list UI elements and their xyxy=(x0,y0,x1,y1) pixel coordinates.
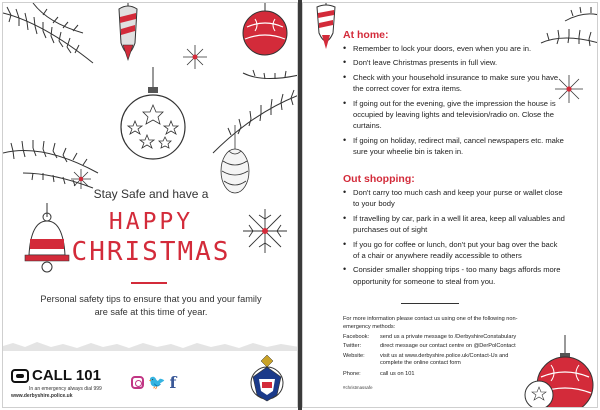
out-shopping-heading: Out shopping: xyxy=(343,173,415,185)
leaflet-front-page xyxy=(2,2,298,408)
phone-icon xyxy=(11,369,29,383)
list-item: • Consider smaller shopping trips - too many bags affords more opportunity for someone to steal from you. xyxy=(343,264,565,287)
snowflake-small xyxy=(183,45,207,69)
front-footer xyxy=(3,349,298,408)
headline-stay-safe: Stay Safe and have a xyxy=(93,187,209,201)
contact-value[interactable]: direct message our contact centre on @DerPolContact xyxy=(380,343,516,349)
twitter-icon[interactable]: 🐦 xyxy=(148,374,166,390)
call-101 xyxy=(11,367,101,384)
contact-label: Phone: xyxy=(343,371,361,377)
instagram-icon[interactable] xyxy=(131,376,144,389)
pine-branch-right xyxy=(213,70,298,153)
contact-label: Website: xyxy=(343,353,365,359)
list-item: • If going out for the evening, give the impression the house is occupied by leaving lights and television/radio on. Close the curtains. xyxy=(343,98,565,132)
leaflet-tips-page xyxy=(302,2,598,408)
contact-label: Twitter: xyxy=(343,343,362,349)
list-item: • If going on holiday, redirect mail, cancel newspapers etc. make sure your wheelie bin is taken in. xyxy=(343,135,565,158)
headline-christmas: CHRISTMAS xyxy=(71,237,231,267)
pine-cone xyxy=(221,125,249,193)
list-item: • Remember to lock your doors, even when you are in. xyxy=(343,43,565,54)
headline-happy: HAPPY xyxy=(108,209,194,235)
pine-branch-mid-left xyxy=(3,140,98,188)
drop-ornament-top-left xyxy=(317,3,335,49)
contact-row-website xyxy=(343,353,530,367)
at-home-heading: At home: xyxy=(343,29,389,41)
star-bauble xyxy=(121,67,185,159)
section-divider xyxy=(401,303,459,304)
contact-intro: For more information please contact us using one of the following non-emergency methods: xyxy=(343,316,518,330)
snowflake-mid xyxy=(71,169,91,189)
pine-branch-top-right xyxy=(541,7,598,46)
call-label: CALL 101 xyxy=(32,367,101,384)
list-item: • Check with your household insurance to make sure you have the correct cover for extra items. xyxy=(343,72,565,95)
pine-branch-top-left xyxy=(3,3,93,63)
website-link[interactable]: www.derbyshire.police.uk xyxy=(11,393,73,399)
social-icons xyxy=(131,373,176,392)
contact-value[interactable]: send us a private message to /DerbyshireConstabulary xyxy=(380,334,517,340)
emergency-note: In an emergency always dial 999 xyxy=(29,386,102,392)
list-item: • Don't carry too much cash and keep your purse or wallet close to your body xyxy=(343,187,565,210)
red-bauble-top-right xyxy=(243,3,287,55)
contact-label: Facebook: xyxy=(343,334,370,340)
contact-row-facebook xyxy=(343,334,530,341)
contact-row-phone xyxy=(343,371,530,378)
list-item: • If travelling by car, park in a well lit area, keep all valuables and purchases out of sight xyxy=(343,213,565,236)
list-item: • Don't leave Christmas presents in full view. xyxy=(343,57,565,68)
contact-row-twitter xyxy=(343,343,530,350)
facebook-icon[interactable]: f xyxy=(169,373,177,392)
police-crest-icon xyxy=(243,353,291,407)
intro-text: Personal safety tips to ensure that you and your family are safe at this time of year. xyxy=(40,294,262,317)
out-shopping-list xyxy=(343,187,565,290)
drop-ornament-top xyxy=(119,3,137,60)
red-divider xyxy=(131,282,167,284)
star-bauble-small xyxy=(525,381,553,408)
contact-value[interactable]: visit us at www.derbyshire.police.uk/Contact-Us and complete the online contact form xyxy=(380,353,509,366)
hashtag: #christmassafe xyxy=(343,385,373,390)
list-item: • If you go for coffee or lunch, don't put your bag over the back of a chair or anywhere readily accessible to others xyxy=(343,239,565,262)
contact-value: call us on 101 xyxy=(380,371,415,377)
at-home-list xyxy=(343,43,565,161)
